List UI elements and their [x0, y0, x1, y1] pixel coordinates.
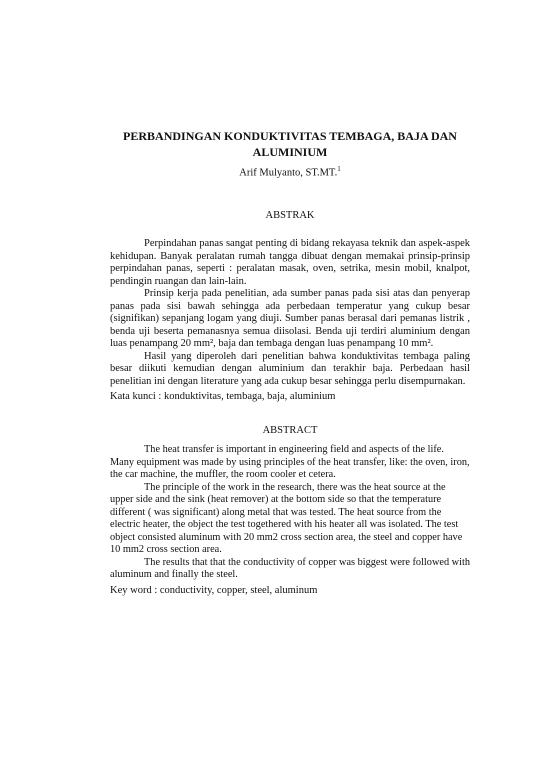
abstract-heading: ABSTRACT — [262, 425, 318, 436]
abstract-body — [110, 444, 470, 582]
kata-kunci: Kata kunci : konduktivitas, tembaga, baja, aluminium — [110, 391, 336, 402]
abstrak-heading: ABSTRAK — [265, 210, 315, 221]
key-words: Key word : conductivity, copper, steel, aluminum — [110, 585, 318, 596]
abstract-paragraph-3: The results that that the conductivity of copper was biggest were followed with aluminum and finally the steel. — [110, 556, 470, 580]
author-footnote-mark: 1 — [337, 165, 341, 173]
author-name: Arif Mulyanto, ST.MT. — [239, 167, 338, 179]
abstrak-paragraph-3: Hasil yang diperoleh dari penelitian bahwa konduktivitas tembaga paling besar diikuti kemudian dengan aluminium dan terakhir baja. Perbedaan hasil penelitian ini dengan literature yang ada cukup besar sehingga perlu disempurnakan. — [110, 350, 470, 387]
author-line — [110, 165, 470, 179]
abstrak-paragraph-1: Perpindahan panas sangat penting di bidang rekayasa teknik dan aspek-aspek kehidupan. Banyak peralatan rumah tangga dibuat dengan memakai prinsip-prinsip perpindahan panas, seperti : peralatan masak, oven, setrika, mesin mobil, knalpot, pendingin ruangan dan lain-lain. — [110, 238, 470, 287]
abstract-paragraph-1: The heat transfer is important in engineering field and aspects of the life. Many equipment was made by using principles of the heat transfer, like: the oven, iron, the car machine, the muffler, the room cooler et cetera. — [110, 444, 470, 480]
paper-title — [110, 128, 470, 160]
title-line-2: ALUMINIUM — [252, 145, 328, 159]
abstrak-body — [110, 238, 470, 388]
abstract-paragraph-2: The principle of the work in the research, there was the heat source at the upper side and the sink (heat remover) at the bottom side so that the temperature different ( was significant) along metal that was tested. The heat source from the electric heater, the object the test togethered with his heater all was isolated. The test object consisted aluminum with 20 mm2 cross section area, the steel and copper have 10 mm2 cross section area. — [110, 481, 463, 555]
abstrak-paragraph-2: Prinsip kerja pada penelitian, ada sumber panas pada sisi atas dan penyerap panas pada sisi bawah sehingga ada perbedaan temperatur yang cukup besar (signifikan) sepanjang logam yang diuji. Sumber panas berasal dari pemanas listrik , benda uji beserta pemanasnya semua diisolasi. Benda uji terdiri aluminium dengan luas penampang 20 mm², baja dan tembaga dengan luas penampang 10 mm². — [110, 288, 470, 349]
title-line-1: PERBANDINGAN KONDUKTIVITAS TEMBAGA, BAJA DAN — [123, 129, 457, 143]
